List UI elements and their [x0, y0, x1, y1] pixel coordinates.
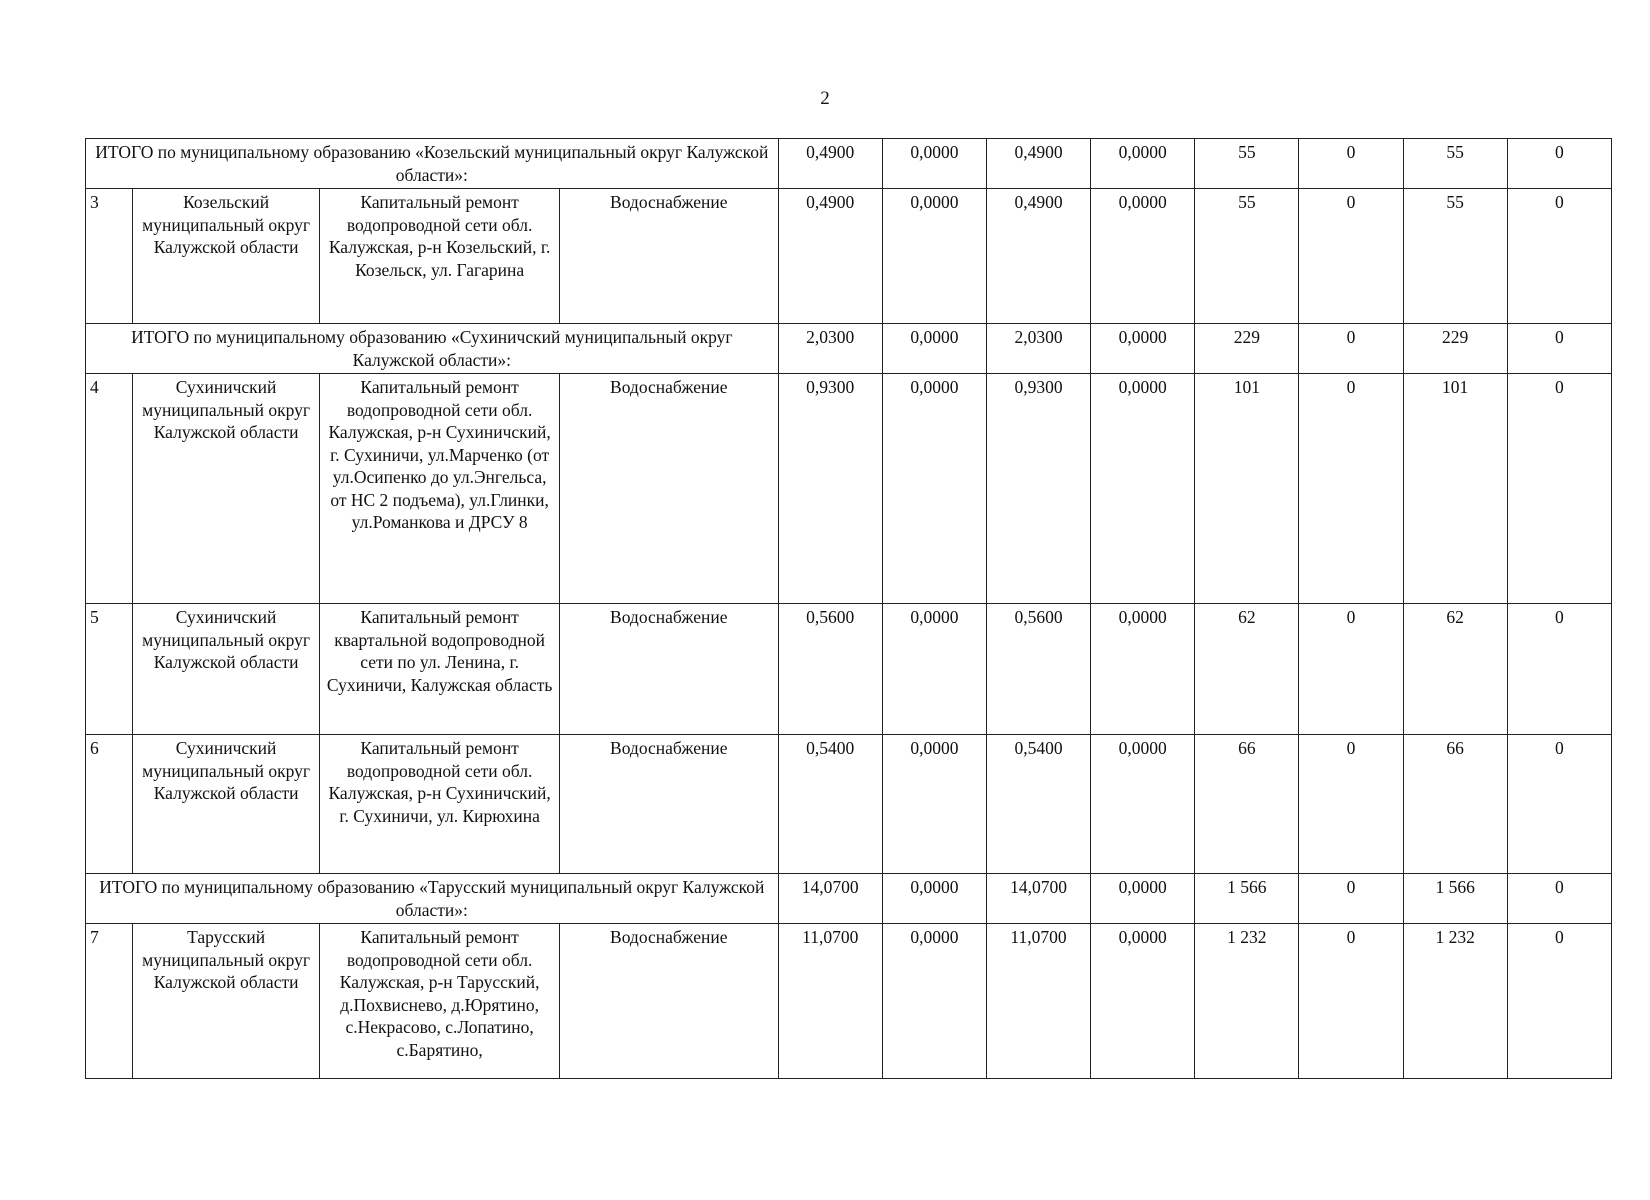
- value-cell: 0,0000: [1091, 604, 1195, 735]
- value-cell: 14,0700: [778, 874, 882, 924]
- value-cell: 0,0000: [882, 874, 986, 924]
- category-cell: Водоснабжение: [559, 604, 778, 735]
- value-cell: 0: [1299, 735, 1403, 874]
- value-cell: 0,0000: [882, 924, 986, 1079]
- value-cell: 0,0000: [1091, 324, 1195, 374]
- value-cell: 0,0000: [1091, 139, 1195, 189]
- municipality-cell: Сухиничский муниципальный округ Калужской области: [132, 735, 319, 874]
- value-cell: 0,0000: [882, 735, 986, 874]
- value-cell: 0,0000: [882, 189, 986, 324]
- value-cell: 0: [1299, 374, 1403, 604]
- value-cell: 0: [1507, 874, 1611, 924]
- value-cell: 0: [1507, 924, 1611, 1079]
- value-cell: 0: [1299, 139, 1403, 189]
- row-number: 6: [86, 735, 133, 874]
- total-row: [86, 324, 1612, 374]
- value-cell: 0,5600: [778, 604, 882, 735]
- object-cell: Капитальный ремонт водопроводной сети обл. Калужская, р-н Козельский, г. Козельск, ул. Гагарина: [320, 189, 560, 324]
- object-cell: Капитальный ремонт водопроводной сети обл. Калужская, р-н Сухиничский, г. Сухиничи, ул.Марченко (от ул.Осипенко до ул.Энгельса, от НС 2 подъема), ул.Глинки, ул.Романкова и ДРСУ 8: [320, 374, 560, 604]
- value-cell: 62: [1195, 604, 1299, 735]
- value-cell: 62: [1403, 604, 1507, 735]
- value-cell: 0: [1299, 924, 1403, 1079]
- value-cell: 0,5400: [778, 735, 882, 874]
- value-cell: 0,0000: [882, 604, 986, 735]
- value-cell: 229: [1195, 324, 1299, 374]
- value-cell: 0,0000: [1091, 189, 1195, 324]
- value-cell: 1 232: [1195, 924, 1299, 1079]
- value-cell: 2,0300: [986, 324, 1090, 374]
- total-label: ИТОГО по муниципальному образованию «Козельский муниципальный округ Калужской области»:: [86, 139, 779, 189]
- table-row: [86, 374, 1612, 604]
- table-row: [86, 924, 1612, 1079]
- value-cell: 2,0300: [778, 324, 882, 374]
- value-cell: 0,4900: [778, 189, 882, 324]
- table-row: [86, 189, 1612, 324]
- value-cell: 0: [1299, 604, 1403, 735]
- value-cell: 229: [1403, 324, 1507, 374]
- value-cell: 0,0000: [882, 374, 986, 604]
- value-cell: 101: [1403, 374, 1507, 604]
- value-cell: 0,0000: [1091, 374, 1195, 604]
- value-cell: 0: [1299, 189, 1403, 324]
- object-cell: Капитальный ремонт квартальной водопроводной сети по ул. Ленина, г. Сухиничи, Калужская область: [320, 604, 560, 735]
- value-cell: 0: [1299, 324, 1403, 374]
- row-number: 4: [86, 374, 133, 604]
- table-row: [86, 735, 1612, 874]
- municipality-cell: Сухиничский муниципальный округ Калужской области: [132, 604, 319, 735]
- row-number: 5: [86, 604, 133, 735]
- value-cell: 0,9300: [986, 374, 1090, 604]
- value-cell: 66: [1195, 735, 1299, 874]
- value-cell: 0,4900: [778, 139, 882, 189]
- object-cell: Капитальный ремонт водопроводной сети обл. Калужская, р-н Сухиничский, г. Сухиничи, ул. Кирюхина: [320, 735, 560, 874]
- value-cell: 55: [1403, 139, 1507, 189]
- municipality-cell: Сухиничский муниципальный округ Калужской области: [132, 374, 319, 604]
- row-number: 3: [86, 189, 133, 324]
- value-cell: 0: [1507, 374, 1611, 604]
- row-number: 7: [86, 924, 133, 1079]
- value-cell: 55: [1195, 139, 1299, 189]
- value-cell: 0: [1507, 324, 1611, 374]
- table-row: [86, 604, 1612, 735]
- category-cell: Водоснабжение: [559, 189, 778, 324]
- value-cell: 1 566: [1195, 874, 1299, 924]
- municipality-cell: Козельский муниципальный округ Калужской области: [132, 189, 319, 324]
- value-cell: 0,0000: [1091, 924, 1195, 1079]
- value-cell: 1 232: [1403, 924, 1507, 1079]
- value-cell: 0,0000: [882, 324, 986, 374]
- value-cell: 0,0000: [882, 139, 986, 189]
- value-cell: 0,0000: [1091, 735, 1195, 874]
- total-label: ИТОГО по муниципальному образованию «Тарусский муниципальный округ Калужской области»:: [86, 874, 779, 924]
- value-cell: 0,5400: [986, 735, 1090, 874]
- value-cell: 1 566: [1403, 874, 1507, 924]
- category-cell: Водоснабжение: [559, 924, 778, 1079]
- value-cell: 0: [1507, 735, 1611, 874]
- total-row: [86, 139, 1612, 189]
- value-cell: 66: [1403, 735, 1507, 874]
- value-cell: 0: [1507, 139, 1611, 189]
- value-cell: 0: [1299, 874, 1403, 924]
- category-cell: Водоснабжение: [559, 735, 778, 874]
- value-cell: 0: [1507, 604, 1611, 735]
- value-cell: 0,5600: [986, 604, 1090, 735]
- municipality-cell: Тарусский муниципальный округ Калужской области: [132, 924, 319, 1079]
- category-cell: Водоснабжение: [559, 374, 778, 604]
- object-cell: Капитальный ремонт водопроводной сети обл. Калужская, р-н Тарусский, д.Похвиснево, д.Юрятино, с.Некрасово, с.Лопатино, с.Барятино,: [320, 924, 560, 1079]
- value-cell: 0: [1507, 189, 1611, 324]
- total-row: [86, 874, 1612, 924]
- projects-table: [85, 138, 1612, 1079]
- value-cell: 0,0000: [1091, 874, 1195, 924]
- value-cell: 55: [1403, 189, 1507, 324]
- value-cell: 101: [1195, 374, 1299, 604]
- value-cell: 11,0700: [778, 924, 882, 1079]
- value-cell: 0,4900: [986, 189, 1090, 324]
- value-cell: 11,0700: [986, 924, 1090, 1079]
- value-cell: 14,0700: [986, 874, 1090, 924]
- value-cell: 0,9300: [778, 374, 882, 604]
- value-cell: 0,4900: [986, 139, 1090, 189]
- page-number: 2: [820, 88, 830, 109]
- value-cell: 55: [1195, 189, 1299, 324]
- total-label: ИТОГО по муниципальному образованию «Сухиничский муниципальный округ Калужской области»:: [86, 324, 779, 374]
